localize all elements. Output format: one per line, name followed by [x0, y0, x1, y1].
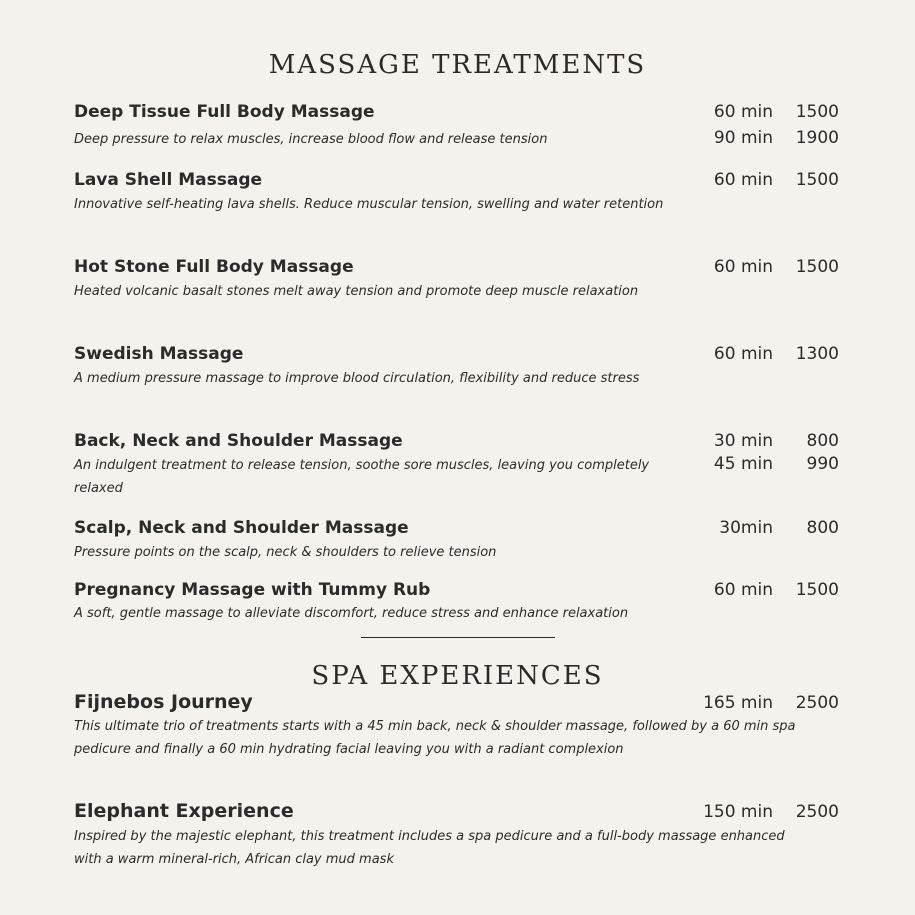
- treatment-description: An indulgent treatment to release tension, soothe sore muscles, leaving you completely relaxed: [74, 458, 650, 496]
- treatment-name: Swedish Massage: [74, 344, 244, 364]
- treatment-description: Pressure points on the scalp, neck & shoulders to relieve tension: [74, 545, 497, 560]
- experience-price: 2500: [795, 693, 839, 713]
- treatment-description: Innovative self-heating lava shells. Reduce muscular tension, swelling and water retention: [74, 197, 664, 212]
- treatment-name: Scalp, Neck and Shoulder Massage: [74, 518, 409, 538]
- treatment-duration: 60 min: [713, 580, 773, 600]
- treatment-price: 1900: [795, 128, 839, 148]
- experience-duration: 150 min: [703, 802, 773, 822]
- treatment-duration: 30 min: [713, 431, 773, 451]
- treatment-duration: 90 min: [713, 128, 773, 148]
- treatment-price: 1500: [795, 257, 839, 277]
- treatment-price: 1500: [795, 102, 839, 122]
- treatment-duration: 30min: [719, 518, 773, 538]
- treatment-description: A soft, gentle massage to alleviate discomfort, reduce stress and enhance relaxation: [74, 606, 629, 621]
- treatment-duration: 60 min: [713, 257, 773, 277]
- treatment-duration: 60 min: [713, 102, 773, 122]
- treatment-name: Back, Neck and Shoulder Massage: [74, 431, 403, 451]
- section-divider: [361, 637, 555, 638]
- treatment-price: 990: [806, 454, 839, 474]
- treatment-price: 1500: [795, 170, 839, 190]
- treatment-duration: 45 min: [713, 454, 773, 474]
- treatment-description: Deep pressure to relax muscles, increase blood flow and release tension: [74, 132, 548, 147]
- treatment-price: 800: [806, 431, 839, 451]
- experience-name: Fijnebos Journey: [74, 691, 253, 713]
- experience-price: 2500: [795, 802, 839, 822]
- treatment-description: Heated volcanic basalt stones melt away tension and promote deep muscle relaxation: [74, 284, 639, 299]
- treatment-name: Hot Stone Full Body Massage: [74, 257, 354, 277]
- treatment-name: Lava Shell Massage: [74, 170, 263, 190]
- treatment-description: A medium pressure massage to improve blood circulation, flexibility and reduce stress: [74, 371, 640, 386]
- treatment-name: Pregnancy Massage with Tummy Rub: [74, 580, 431, 600]
- treatment-price: 1300: [795, 344, 839, 364]
- experience-duration: 165 min: [703, 693, 773, 713]
- treatment-price: 1500: [795, 580, 839, 600]
- treatment-price: 800: [806, 518, 839, 538]
- experience-description: Inspired by the majestic elephant, this treatment includes a spa pedicure and a full-body massage enhanced with a warm mineral-rich, African clay mud mask: [74, 829, 785, 867]
- treatment-duration: 60 min: [713, 344, 773, 364]
- experience-description: This ultimate trio of treatments starts with a 45 min back, neck & shoulder massage, followed by a 60 min spa pedicure and finally a 60 min hydrating facial leaving you with a radiant complexion: [74, 719, 796, 757]
- experience-name: Elephant Experience: [74, 800, 294, 822]
- treatment-name: Deep Tissue Full Body Massage: [74, 102, 375, 122]
- spa-section-title: SPA EXPERIENCES: [311, 661, 604, 691]
- treatment-duration: 60 min: [713, 170, 773, 190]
- massage-section-title: MASSAGE TREATMENTS: [268, 50, 647, 80]
